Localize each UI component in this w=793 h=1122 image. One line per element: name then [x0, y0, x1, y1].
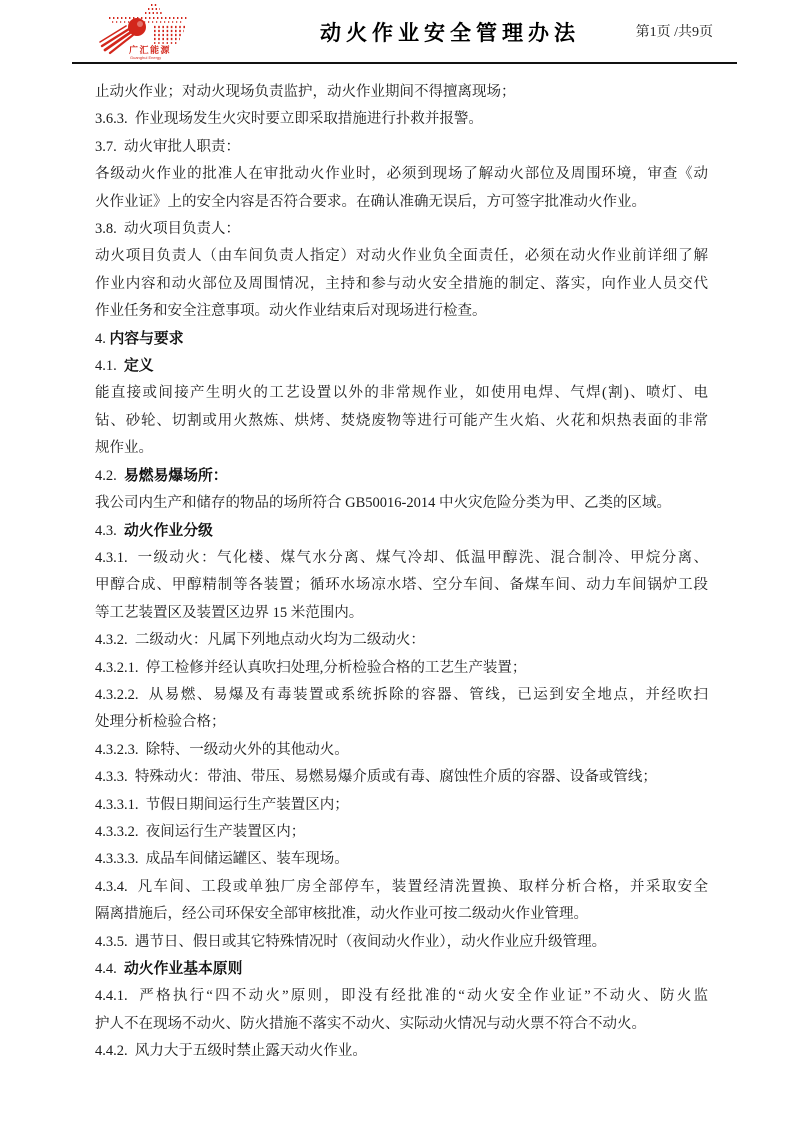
text-run: 各级动火作业的批准人在审批动火作业时，必须到现场了解动火部位及周围环境，审查《动: [95, 166, 708, 183]
heading-text: 易燃易爆场所：: [124, 467, 228, 484]
doc-line: [95, 682, 708, 709]
doc-line: [95, 737, 708, 764]
doc-line: [95, 353, 708, 380]
text-run: 护人不在现场不动火、防火措施不落实不动火、实际动火情况与动火票不符合不动火。: [95, 1015, 646, 1032]
text-run: 4.3.3.3. 成品车间储运罐区、装车现场。: [95, 851, 349, 868]
doc-line: [95, 490, 708, 517]
doc-line: [95, 161, 708, 188]
doc-line: [95, 846, 708, 873]
text-run: 4.3.2.3. 除特、一级动火外的其他动火。: [95, 741, 349, 758]
doc-line: [95, 819, 708, 846]
doc-line: [95, 216, 708, 243]
header-divider: [72, 62, 737, 64]
doc-line: [95, 600, 708, 627]
text-run: 4.: [95, 330, 110, 347]
doc-line: [95, 106, 708, 133]
heading-text: 内容与要求: [109, 330, 184, 347]
doc-line: [95, 545, 708, 572]
text-run: 能直接或间接产生明火的工艺设置以外的非常规作业，如使用电焊、气焊(割)、喷灯、电: [95, 385, 708, 402]
doc-line: [95, 243, 708, 270]
doc-line: [95, 627, 708, 654]
text-run: 3.8. 动火项目负责人：: [95, 221, 240, 238]
doc-line: [95, 134, 708, 161]
text-run: 甲醇合成、甲醇精制等各装置；循环水场凉水塔、空分车间、备煤车间、动力车间锅炉工段: [95, 577, 708, 594]
text-run: 4.3.1. 一级动火：气化楼、煤气水分离、煤气冷却、低温甲醇洗、混合制冷、甲烷分离、: [95, 549, 708, 566]
doc-line: [95, 956, 708, 983]
text-run: 处理分析检验合格；: [95, 714, 226, 731]
doc-line: [95, 463, 708, 490]
doc-line: [95, 408, 708, 435]
doc-line: [95, 929, 708, 956]
company-logo: [96, 1, 200, 63]
logo-brand-en: Guanghui Energy: [130, 55, 162, 60]
text-run: 3.7. 动火审批人职责：: [95, 138, 240, 155]
text-run: 4.3.3.2. 夜间运行生产装置区内；: [95, 823, 306, 840]
text-run: 4.4.: [95, 961, 124, 977]
text-run: 4.3.: [95, 522, 124, 539]
text-run: 等工艺装置区及装置区边界 15 米范围内。: [95, 604, 364, 621]
logo-brand-cn: 广汇能源: [129, 45, 172, 55]
text-run: 4.4.1. 严格执行“四不动火”原则，即没有经批准的“动火安全作业证”不动火、防火监: [95, 988, 708, 1005]
text-run: 4.3.2.1. 停工检修并经认真吹扫处理,分析检验合格的工艺生产装置；: [95, 659, 527, 676]
text-run: 隔离措施后，经公司环保安全部审核批准，动火作业可按二级动火作业管理。: [95, 906, 588, 923]
doc-line: [95, 518, 708, 545]
doc-line: [95, 655, 708, 682]
heading-text: 动火作业分级: [124, 522, 213, 539]
doc-line: [95, 189, 708, 216]
text-run: 4.3.2.2. 从易燃、易爆及有毒装置或系统拆除的容器、管线，已运到安全地点，并经吹扫: [95, 686, 708, 703]
doc-line: [95, 298, 708, 325]
doc-line: [95, 874, 708, 901]
text-run: 作业任务和安全注意事项。动火作业结束后对现场进行检查。: [95, 303, 487, 320]
text-run: 作业内容和动火部位及周围情况，主持和参与动火安全措施的制定、落实，向作业人员交代: [95, 275, 708, 292]
doc-line: [95, 983, 708, 1010]
doc-line: [95, 1011, 708, 1038]
text-run: 4.2.: [95, 467, 124, 484]
text-run: 规作业。: [95, 440, 153, 457]
text-run: 4.3.5. 遇节日、假日或其它特殊情况时（夜间动火作业），动火作业应升级管理。: [95, 933, 607, 950]
text-run: 4.3.2. 二级动火：凡属下列地点动火均为二级动火：: [95, 632, 425, 649]
text-run: 火作业证》上的安全内容是否符合要求。在确认准确无误后，方可签字批准动火作业。: [95, 193, 646, 210]
text-run: 止动火作业；对动火现场负责监护，动火作业期间不得擅离现场；: [95, 84, 516, 100]
doc-line: [95, 326, 708, 353]
text-run: 钻、砂轮、切割或用火熬炼、烘烤、焚烧废物等进行可能产生火焰、火花和炽热表面的非常: [95, 412, 708, 429]
text-run: 4.1.: [95, 358, 124, 375]
doc-line: [95, 271, 708, 298]
doc-line: [95, 435, 708, 462]
text-run: 3.6.3. 作业现场发生火灾时要立即采取措施进行扑救并报警。: [95, 111, 483, 128]
heading-text: 动火作业基本原则: [124, 961, 243, 977]
text-run: 4.4.2. 风力大于五级时禁止露天动火作业。: [95, 1043, 367, 1060]
text-run: 动火项目负责人（由车间负责人指定）对动火作业负全面责任，必须在动火作业前详细了解: [95, 248, 708, 265]
text-run: 4.3.4. 凡车间、工段或单独厂房全部停车，装置经清洗置换、取样分析合格，并采取安全: [95, 878, 708, 895]
heading-text: 定义: [124, 358, 154, 375]
text-run: 4.3.3.1. 节假日期间运行生产装置区内；: [95, 796, 349, 813]
doc-line: [95, 1038, 708, 1065]
page-number: 第1页 /共9页: [635, 25, 713, 40]
text-run: 我公司内生产和储存的物品的场所符合 GB50016-2014 中火灾危险分类为甲、乙类的区域。: [95, 495, 671, 512]
doc-line: [95, 792, 708, 819]
doc-line: [95, 764, 708, 791]
doc-line: [95, 901, 708, 928]
text-run: 4.3.3. 特殊动火：带油、带压、易燃易爆介质或有毒、腐蚀性介质的容器、设备或管线；: [95, 769, 657, 786]
comet-logo-icon: [96, 1, 200, 63]
doc-line: [95, 79, 708, 106]
doc-line: [95, 709, 708, 736]
document-header: [0, 0, 793, 66]
doc-line: [95, 572, 708, 599]
doc-line: [95, 380, 708, 407]
page-title: 动火作业安全管理办法: [320, 22, 580, 45]
document-body: [95, 79, 708, 1066]
